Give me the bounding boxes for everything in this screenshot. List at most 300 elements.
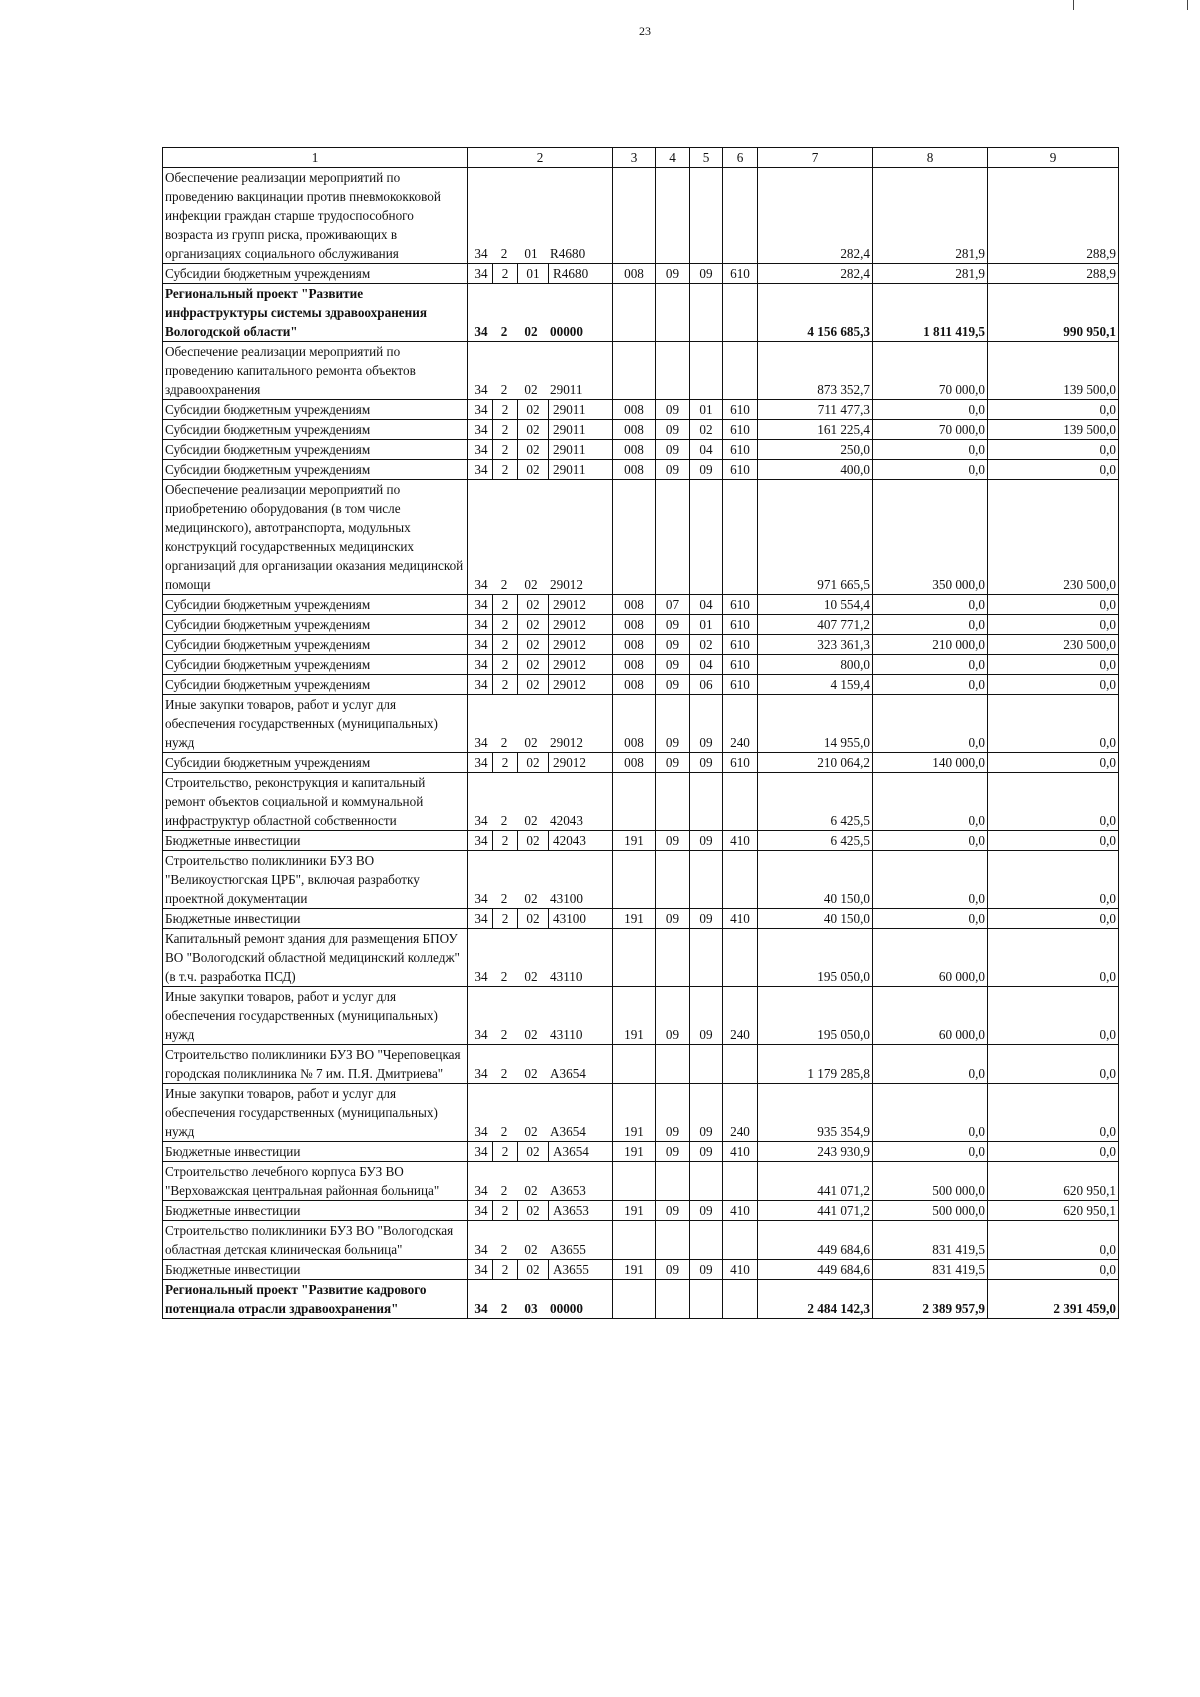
row-name: Обеспечение реализации мероприятий по проведению вакцинации против пневмококковой инфекции граждан старше трудоспособного возраста из групп риска, проживающих в организациях социального обслуживания [163, 168, 468, 264]
row-name: Бюджетные инвестиции [163, 909, 468, 929]
row-value-7: 40 150,0 [758, 909, 873, 929]
row-grbs: 008 [613, 675, 656, 695]
row-value-9: 0,0 [988, 753, 1119, 773]
row-grbs: 008 [613, 753, 656, 773]
row-code [468, 480, 613, 595]
code-part: 34 [470, 831, 493, 850]
code-part: 34 [474, 1027, 488, 1042]
row-code [468, 909, 613, 929]
code-part: 29012 [553, 617, 586, 632]
row-expense-type: 610 [723, 595, 758, 615]
row-code [468, 615, 613, 635]
code-part: 2 [493, 615, 518, 634]
row-value-7: 4 159,4 [758, 675, 873, 695]
code-part: 02 [524, 735, 538, 750]
row-grbs [613, 284, 656, 342]
row-value-7: 323 361,3 [758, 635, 873, 655]
code-part: 2 [493, 595, 518, 614]
code-part: 02 [524, 1242, 538, 1257]
row-value-9: 0,0 [988, 987, 1119, 1045]
row-value-8: 210 000,0 [873, 635, 988, 655]
row-grbs [613, 1221, 656, 1260]
code-part: 34 [474, 1242, 488, 1257]
code-part: 29011 [550, 382, 583, 397]
row-section: 09 [656, 264, 690, 284]
table-row [163, 1162, 1119, 1201]
row-code [468, 440, 613, 460]
table-row [163, 909, 1119, 929]
scan-mark [1073, 0, 1074, 10]
header-cell: 7 [758, 148, 873, 168]
code-part: 34 [474, 969, 488, 984]
code-part: 02 [524, 813, 538, 828]
row-subsection [690, 284, 723, 342]
row-grbs: 191 [613, 1142, 656, 1162]
code-part: 02 [524, 1027, 538, 1042]
row-expense-type: 610 [723, 440, 758, 460]
row-value-7: 195 050,0 [758, 987, 873, 1045]
code-part: 34 [470, 400, 493, 419]
row-name: Субсидии бюджетным учреждениям [163, 675, 468, 695]
row-value-7: 400,0 [758, 460, 873, 480]
code-part: 2 [500, 891, 508, 906]
row-name: Бюджетные инвестиции [163, 1201, 468, 1221]
row-value-8: 140 000,0 [873, 753, 988, 773]
table-row [163, 1260, 1119, 1280]
row-code [468, 1280, 613, 1319]
table-row [163, 420, 1119, 440]
row-section: 09 [656, 695, 690, 753]
row-section: 09 [656, 400, 690, 420]
code-part: 34 [470, 440, 493, 459]
code-part: А3654 [550, 1066, 586, 1081]
code-part: 34 [470, 1142, 493, 1161]
row-expense-type: 610 [723, 615, 758, 635]
table-row [163, 753, 1119, 773]
row-value-8: 0,0 [873, 440, 988, 460]
row-expense-type [723, 284, 758, 342]
row-grbs: 191 [613, 1201, 656, 1221]
row-value-7: 210 064,2 [758, 753, 873, 773]
row-value-9: 0,0 [988, 440, 1119, 460]
header-cell: 5 [690, 148, 723, 168]
row-subsection [690, 929, 723, 987]
code-part: 02 [518, 831, 549, 850]
code-part: 29012 [553, 755, 586, 770]
row-value-8: 2 389 957,9 [873, 1280, 988, 1319]
row-value-7: 14 955,0 [758, 695, 873, 753]
code-part: 2 [500, 1124, 508, 1139]
code-part: 34 [470, 635, 493, 654]
code-part: А3654 [553, 1144, 589, 1159]
table-row [163, 695, 1119, 753]
row-name: Иные закупки товаров, работ и услуг для обеспечения государственных (муниципальных) нужд [163, 1084, 468, 1142]
code-part: 34 [474, 577, 488, 592]
code-part: 02 [518, 440, 549, 459]
code-part: 02 [518, 595, 549, 614]
row-grbs [613, 1162, 656, 1201]
row-value-8: 0,0 [873, 1084, 988, 1142]
row-expense-type: 410 [723, 1142, 758, 1162]
row-expense-type [723, 929, 758, 987]
code-part: 02 [518, 615, 549, 634]
row-value-9: 0,0 [988, 851, 1119, 909]
row-value-9: 990 950,1 [988, 284, 1119, 342]
table-row [163, 595, 1119, 615]
row-subsection: 09 [690, 909, 723, 929]
row-subsection: 09 [690, 753, 723, 773]
code-part: 34 [474, 735, 488, 750]
table-row [163, 831, 1119, 851]
row-expense-type [723, 1045, 758, 1084]
code-part: А3655 [550, 1242, 586, 1257]
row-section [656, 1221, 690, 1260]
row-value-9: 0,0 [988, 655, 1119, 675]
code-part: 2 [493, 460, 518, 479]
table-row [163, 284, 1119, 342]
code-part: 02 [518, 420, 549, 439]
row-value-8: 0,0 [873, 460, 988, 480]
row-value-8: 0,0 [873, 909, 988, 929]
row-value-9: 230 500,0 [988, 635, 1119, 655]
row-grbs [613, 929, 656, 987]
code-part: 02 [518, 635, 549, 654]
row-name: Бюджетные инвестиции [163, 1260, 468, 1280]
header-cell: 9 [988, 148, 1119, 168]
row-value-8: 500 000,0 [873, 1162, 988, 1201]
row-section: 09 [656, 635, 690, 655]
row-value-9: 0,0 [988, 695, 1119, 753]
row-name: Иные закупки товаров, работ и услуг для обеспечения государственных (муниципальных) нужд [163, 987, 468, 1045]
row-section: 09 [656, 675, 690, 695]
code-part: 02 [518, 675, 549, 694]
code-part: 01 [524, 246, 538, 261]
header-cell: 8 [873, 148, 988, 168]
code-part: 34 [470, 615, 493, 634]
row-subsection [690, 480, 723, 595]
code-part: 42043 [550, 813, 583, 828]
row-section: 09 [656, 1201, 690, 1221]
code-part: 02 [518, 1260, 549, 1279]
row-section [656, 1280, 690, 1319]
table-row [163, 1221, 1119, 1260]
row-name: Региональный проект "Развитие кадрового потенциала отрасли здравоохранения" [163, 1280, 468, 1319]
row-code [468, 1084, 613, 1142]
row-value-7: 449 684,6 [758, 1260, 873, 1280]
header-cell: 1 [163, 148, 468, 168]
row-code [468, 753, 613, 773]
row-name: Строительство лечебного корпуса БУЗ ВО "Верховажская центральная районная больница" [163, 1162, 468, 1201]
row-expense-type: 610 [723, 420, 758, 440]
row-section: 09 [656, 460, 690, 480]
code-part: 2 [500, 1183, 508, 1198]
code-part: 42043 [553, 833, 586, 848]
row-grbs [613, 1045, 656, 1084]
row-name: Субсидии бюджетным учреждениям [163, 420, 468, 440]
row-grbs: 008 [613, 695, 656, 753]
row-expense-type: 410 [723, 909, 758, 929]
code-part: 34 [470, 1260, 493, 1279]
row-value-9: 620 950,1 [988, 1201, 1119, 1221]
row-subsection: 09 [690, 987, 723, 1045]
row-expense-type: 410 [723, 1260, 758, 1280]
row-subsection [690, 168, 723, 264]
row-name: Региональный проект "Развитие инфраструктуры системы здравоохранения Вологодской области" [163, 284, 468, 342]
row-value-7: 407 771,2 [758, 615, 873, 635]
code-part: 02 [518, 909, 549, 928]
header-cell: 6 [723, 148, 758, 168]
row-name: Строительство поликлиники БУЗ ВО "Великоустюгская ЦРБ", включая разработку проектной документации [163, 851, 468, 909]
row-value-8: 0,0 [873, 831, 988, 851]
table-row [163, 342, 1119, 400]
row-expense-type: 610 [723, 753, 758, 773]
code-part: 02 [518, 460, 549, 479]
code-part: А3653 [550, 1183, 586, 1198]
row-code [468, 1260, 613, 1280]
table-row [163, 1280, 1119, 1319]
code-part: 34 [474, 813, 488, 828]
row-code [468, 655, 613, 675]
row-name: Строительство поликлиники БУЗ ВО "Череповецкая городская поликлиника № 7 им. П.Я. Дмитриева" [163, 1045, 468, 1084]
row-value-7: 6 425,5 [758, 831, 873, 851]
row-value-9: 139 500,0 [988, 342, 1119, 400]
row-value-8: 0,0 [873, 1142, 988, 1162]
table-row [163, 615, 1119, 635]
row-value-7: 2 484 142,3 [758, 1280, 873, 1319]
row-expense-type: 610 [723, 460, 758, 480]
row-code [468, 851, 613, 909]
code-part: R4680 [550, 246, 586, 261]
code-part: 2 [500, 1301, 508, 1316]
row-value-9: 620 950,1 [988, 1162, 1119, 1201]
row-grbs [613, 851, 656, 909]
row-name: Субсидии бюджетным учреждениям [163, 400, 468, 420]
row-value-7: 161 225,4 [758, 420, 873, 440]
code-part: 34 [474, 246, 488, 261]
table-row [163, 929, 1119, 987]
code-part: 43100 [553, 911, 586, 926]
row-value-8: 70 000,0 [873, 342, 988, 400]
row-value-9: 2 391 459,0 [988, 1280, 1119, 1319]
row-value-9: 0,0 [988, 1142, 1119, 1162]
row-grbs: 008 [613, 440, 656, 460]
code-part: 00000 [550, 1301, 583, 1316]
row-subsection: 09 [690, 1201, 723, 1221]
row-section: 09 [656, 615, 690, 635]
row-expense-type [723, 773, 758, 831]
row-value-8: 0,0 [873, 1045, 988, 1084]
row-code [468, 420, 613, 440]
row-subsection: 09 [690, 831, 723, 851]
row-code [468, 773, 613, 831]
code-part: 02 [524, 577, 538, 592]
row-value-9: 0,0 [988, 1084, 1119, 1142]
row-value-7: 6 425,5 [758, 773, 873, 831]
row-grbs [613, 1280, 656, 1319]
row-section: 09 [656, 1084, 690, 1142]
row-section [656, 480, 690, 595]
row-grbs: 008 [613, 400, 656, 420]
row-value-7: 971 665,5 [758, 480, 873, 595]
row-code [468, 1162, 613, 1201]
row-value-9: 0,0 [988, 460, 1119, 480]
row-name: Субсидии бюджетным учреждениям [163, 595, 468, 615]
row-name: Строительство, реконструкция и капитальный ремонт объектов социальной и коммунальной инфраструктур областной собственности [163, 773, 468, 831]
row-grbs: 008 [613, 595, 656, 615]
table-row [163, 480, 1119, 595]
row-expense-type: 240 [723, 695, 758, 753]
code-part: 2 [500, 382, 508, 397]
row-expense-type [723, 851, 758, 909]
row-expense-type [723, 1221, 758, 1260]
row-value-8: 0,0 [873, 695, 988, 753]
row-name: Субсидии бюджетным учреждениям [163, 615, 468, 635]
row-code [468, 460, 613, 480]
code-part: 34 [474, 891, 488, 906]
row-subsection [690, 851, 723, 909]
code-part: 29012 [550, 735, 583, 750]
row-section: 09 [656, 655, 690, 675]
row-value-9: 288,9 [988, 168, 1119, 264]
row-name: Иные закупки товаров, работ и услуг для обеспечения государственных (муниципальных) нужд [163, 695, 468, 753]
code-part: 01 [518, 264, 549, 283]
table-row [163, 400, 1119, 420]
row-value-9: 230 500,0 [988, 480, 1119, 595]
code-part: 2 [500, 246, 508, 261]
code-part: 02 [518, 1142, 549, 1161]
row-code [468, 929, 613, 987]
row-value-8: 60 000,0 [873, 987, 988, 1045]
row-grbs: 191 [613, 831, 656, 851]
row-code [468, 1221, 613, 1260]
code-part: А3655 [553, 1262, 589, 1277]
code-part: 2 [493, 635, 518, 654]
code-part: 2 [500, 1066, 508, 1081]
row-subsection: 04 [690, 595, 723, 615]
row-value-8: 350 000,0 [873, 480, 988, 595]
row-subsection: 01 [690, 400, 723, 420]
row-grbs: 191 [613, 1084, 656, 1142]
row-value-9: 0,0 [988, 675, 1119, 695]
code-part: 34 [470, 264, 493, 283]
row-value-8: 70 000,0 [873, 420, 988, 440]
row-subsection: 02 [690, 420, 723, 440]
row-code [468, 168, 613, 264]
row-value-8: 500 000,0 [873, 1201, 988, 1221]
code-part: 2 [493, 675, 518, 694]
row-code [468, 1045, 613, 1084]
row-expense-type [723, 1280, 758, 1319]
code-part: 34 [470, 753, 493, 772]
row-subsection: 06 [690, 675, 723, 695]
row-value-7: 711 477,3 [758, 400, 873, 420]
row-code [468, 695, 613, 753]
code-part: 02 [524, 1124, 538, 1139]
row-expense-type: 610 [723, 675, 758, 695]
row-value-7: 1 179 285,8 [758, 1045, 873, 1084]
table-row [163, 1084, 1119, 1142]
row-name: Обеспечение реализации мероприятий по проведению капитального ремонта объектов здравоохранения [163, 342, 468, 400]
row-value-9: 0,0 [988, 773, 1119, 831]
code-part: 2 [500, 1242, 508, 1257]
table-row [163, 635, 1119, 655]
code-part: 29012 [553, 597, 586, 612]
row-value-8: 831 419,5 [873, 1260, 988, 1280]
row-value-7: 935 354,9 [758, 1084, 873, 1142]
code-part: 2 [500, 324, 508, 339]
row-value-9: 0,0 [988, 831, 1119, 851]
header-cell: 4 [656, 148, 690, 168]
row-subsection: 02 [690, 635, 723, 655]
code-part: 34 [474, 1183, 488, 1198]
row-subsection: 04 [690, 440, 723, 460]
code-part: 2 [493, 1201, 518, 1220]
row-section [656, 284, 690, 342]
row-value-8: 0,0 [873, 655, 988, 675]
code-part: А3653 [553, 1203, 589, 1218]
code-part: 2 [493, 440, 518, 459]
table-row [163, 460, 1119, 480]
code-part: 43110 [550, 969, 583, 984]
row-value-8: 0,0 [873, 773, 988, 831]
row-code [468, 1201, 613, 1221]
row-value-9: 139 500,0 [988, 420, 1119, 440]
row-subsection [690, 1162, 723, 1201]
row-section: 09 [656, 1260, 690, 1280]
code-part: R4680 [553, 266, 589, 281]
row-code [468, 284, 613, 342]
code-part: 34 [474, 1301, 488, 1316]
code-part: 34 [474, 1066, 488, 1081]
code-part: 34 [474, 1124, 488, 1139]
row-expense-type: 610 [723, 264, 758, 284]
row-grbs [613, 342, 656, 400]
code-part: 29011 [553, 402, 586, 417]
row-value-8: 0,0 [873, 675, 988, 695]
row-value-7: 40 150,0 [758, 851, 873, 909]
row-subsection [690, 1280, 723, 1319]
row-expense-type [723, 1162, 758, 1201]
row-code [468, 831, 613, 851]
row-subsection [690, 1221, 723, 1260]
row-expense-type: 610 [723, 400, 758, 420]
row-value-9: 288,9 [988, 264, 1119, 284]
table-body [163, 168, 1119, 1319]
code-part: 29011 [553, 422, 586, 437]
row-grbs [613, 168, 656, 264]
row-expense-type: 410 [723, 831, 758, 851]
row-value-7: 441 071,2 [758, 1162, 873, 1201]
table-row [163, 1142, 1119, 1162]
row-grbs: 008 [613, 655, 656, 675]
row-name: Субсидии бюджетным учреждениям [163, 460, 468, 480]
code-part: 02 [524, 1066, 538, 1081]
row-section: 09 [656, 909, 690, 929]
row-value-9: 0,0 [988, 929, 1119, 987]
row-subsection: 09 [690, 264, 723, 284]
row-value-7: 250,0 [758, 440, 873, 460]
row-subsection: 09 [690, 1084, 723, 1142]
row-section [656, 851, 690, 909]
table-row [163, 1201, 1119, 1221]
row-grbs [613, 773, 656, 831]
row-expense-type: 240 [723, 987, 758, 1045]
row-code [468, 675, 613, 695]
table-row [163, 675, 1119, 695]
row-section: 07 [656, 595, 690, 615]
code-part: 2 [493, 1142, 518, 1161]
row-value-7: 4 156 685,3 [758, 284, 873, 342]
